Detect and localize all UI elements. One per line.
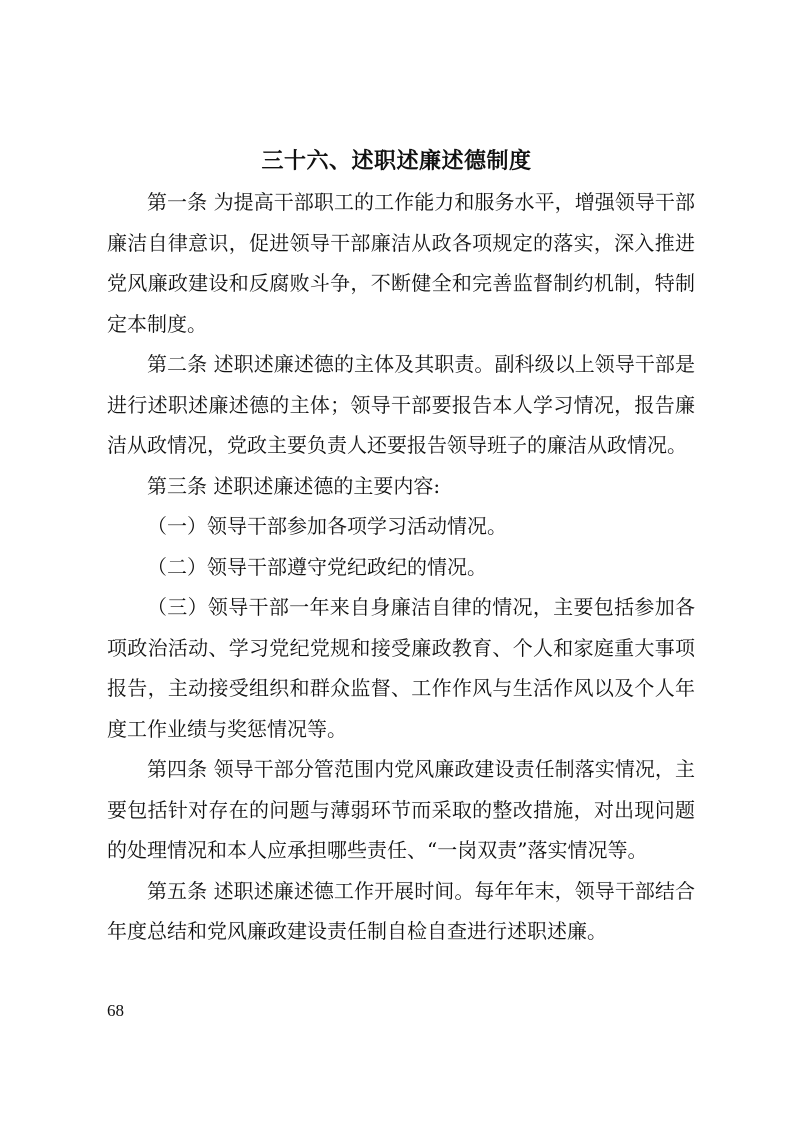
- paragraph-article-1: 第一条 为提高干部职工的工作能力和服务水平，增强领导干部廉洁自律意识，促进领导干部廉洁从政各项规定的落实，深入推进党风廉政建设和反腐败斗争，不断健全和完善监督制约机制，特制定本制度。: [107, 190, 695, 336]
- paragraph-item-2: （二）领导干部遵守党纪政纪的情况。: [147, 554, 487, 579]
- page-number: 68: [107, 1001, 124, 1020]
- paragraph-item-3: （三）领导干部一年来自身廉洁自律的情况，主要包括参加各项政治活动、学习党纪党规和接受廉政教育、个人和家庭重大事项报告，主动接受组织和群众监督、工作作风与生活作风以及个人年度工作业绩与奖惩情况等。: [107, 595, 695, 741]
- paragraph-item-1: （一）领导干部参加各项学习活动情况。: [147, 514, 507, 538]
- paragraph-article-2: 第二条 述职述廉述德的主体及其职责。副科级以上领导干部是进行述职述廉述德的主体；领导干部要报告本人学习情况，报告廉洁从政情况，党政主要负责人还要报告领导班子的廉洁从政情况。: [107, 352, 695, 457]
- paragraph-article-3: 第三条 述职述廉述德的主要内容:: [147, 473, 441, 498]
- document-body: [107, 182, 695, 952]
- paragraph-article-4: 第四条 领导干部分管范围内党风廉政建设责任制落实情况，主要包括针对存在的问题与薄弱环节而采取的整改措施，对出现问题的处理情况和本人应承担哪些责任、“一岗双责”落实情况等。: [107, 757, 695, 862]
- paragraph-article-5: 第五条 述职述廉述德工作开展时间。每年年末，领导干部结合年度总结和党风廉政建设责任制自检自查进行述职述廉。: [107, 878, 695, 943]
- document-title: 三十六、述职述廉述德制度: [261, 149, 532, 174]
